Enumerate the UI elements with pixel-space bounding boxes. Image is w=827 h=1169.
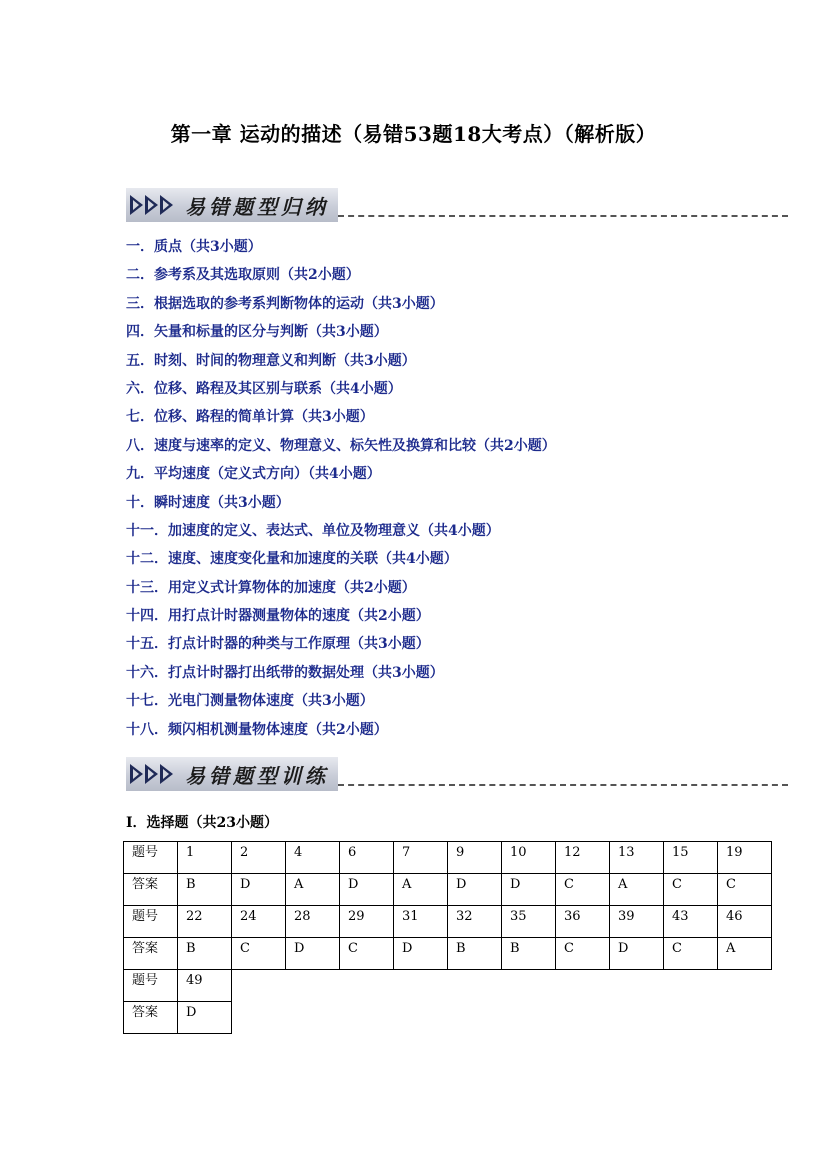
question-number-cell: 6 bbox=[340, 842, 394, 874]
empty-cell bbox=[232, 970, 286, 1002]
empty-cell bbox=[718, 1002, 772, 1034]
question-number-cell: 22 bbox=[178, 906, 232, 938]
table-row bbox=[124, 874, 772, 906]
topic-item: 四．矢量和标量的区分与判断（共3小题） bbox=[126, 324, 388, 341]
empty-cell bbox=[286, 1002, 340, 1034]
empty-cell bbox=[610, 1002, 664, 1034]
question-number-cell: 36 bbox=[556, 906, 610, 938]
question-number-cell: 10 bbox=[502, 842, 556, 874]
topic-item: 二．参考系及其选取原则（共2小题） bbox=[126, 267, 360, 284]
table-row bbox=[124, 938, 772, 970]
row-label: 答案 bbox=[124, 938, 178, 970]
topic-item: 七．位移、路程的简单计算（共3小题） bbox=[126, 409, 374, 426]
empty-cell bbox=[502, 970, 556, 1002]
answer-cell: D bbox=[178, 1002, 232, 1034]
answer-cell: C bbox=[556, 938, 610, 970]
answer-cell: D bbox=[340, 874, 394, 906]
empty-cell bbox=[232, 1002, 286, 1034]
table-row bbox=[124, 906, 772, 938]
section-banner-summary bbox=[126, 188, 788, 222]
topic-item: 十二．速度、速度变化量和加速度的关联（共4小题） bbox=[126, 551, 458, 568]
topic-item: 八．速度与速率的定义、物理意义、标矢性及换算和比较（共2小题） bbox=[126, 437, 556, 454]
table-row bbox=[124, 1002, 772, 1034]
triple-arrow-icon bbox=[130, 764, 175, 784]
answer-cell: D bbox=[502, 874, 556, 906]
answer-cell: B bbox=[178, 938, 232, 970]
topic-item: 十一．加速度的定义、表达式、单位及物理意义（共4小题） bbox=[126, 522, 500, 539]
topic-item: 九．平均速度（定义式方向）（共4小题） bbox=[126, 466, 381, 483]
table-row bbox=[124, 970, 772, 1002]
empty-cell bbox=[394, 1002, 448, 1034]
empty-cell bbox=[664, 1002, 718, 1034]
row-label: 答案 bbox=[124, 874, 178, 906]
question-number-cell: 19 bbox=[718, 842, 772, 874]
topic-item: 十三．用定义式计算物体的加速度（共2小题） bbox=[126, 579, 416, 596]
empty-cell bbox=[556, 1002, 610, 1034]
empty-cell bbox=[610, 970, 664, 1002]
row-label: 答案 bbox=[124, 1002, 178, 1034]
question-number-cell: 43 bbox=[664, 906, 718, 938]
topic-item: 十五．打点计时器的种类与工作原理（共3小题） bbox=[126, 636, 430, 653]
dashed-divider bbox=[338, 784, 788, 786]
empty-cell bbox=[664, 970, 718, 1002]
question-number-cell: 13 bbox=[610, 842, 664, 874]
answer-cell: D bbox=[232, 874, 286, 906]
answer-cell: D bbox=[286, 938, 340, 970]
question-number-cell: 39 bbox=[610, 906, 664, 938]
answer-cell: A bbox=[610, 874, 664, 906]
question-number-cell: 29 bbox=[340, 906, 394, 938]
topic-item: 十．瞬时速度（共3小题） bbox=[126, 494, 290, 511]
question-number-cell: 46 bbox=[718, 906, 772, 938]
question-number-cell: 2 bbox=[232, 842, 286, 874]
answer-cell: C bbox=[664, 874, 718, 906]
topic-item: 十四．用打点计时器测量物体的速度（共2小题） bbox=[126, 608, 430, 625]
question-number-cell: 12 bbox=[556, 842, 610, 874]
topic-item: 六．位移、路程及其区别与联系（共4小题） bbox=[126, 380, 402, 397]
empty-cell bbox=[394, 970, 448, 1002]
answer-cell: C bbox=[232, 938, 286, 970]
question-number-cell: 32 bbox=[448, 906, 502, 938]
answer-table bbox=[123, 841, 772, 1034]
topic-item: 五．时刻、时间的物理意义和判断（共3小题） bbox=[126, 352, 416, 369]
topic-item: 十六．打点计时器打出纸带的数据处理（共3小题） bbox=[126, 664, 444, 681]
topic-list bbox=[126, 236, 556, 747]
question-number-cell: 7 bbox=[394, 842, 448, 874]
answer-cell: C bbox=[556, 874, 610, 906]
section-banner-training bbox=[126, 757, 788, 791]
answer-cell: C bbox=[718, 874, 772, 906]
question-number-cell: 31 bbox=[394, 906, 448, 938]
empty-cell bbox=[340, 1002, 394, 1034]
answer-cell: A bbox=[394, 874, 448, 906]
empty-cell bbox=[718, 970, 772, 1002]
empty-cell bbox=[286, 970, 340, 1002]
question-number-cell: 28 bbox=[286, 906, 340, 938]
banner-title: 易错题型训练 bbox=[185, 763, 329, 788]
answer-cell: C bbox=[664, 938, 718, 970]
question-number-cell: 1 bbox=[178, 842, 232, 874]
question-number-cell: 9 bbox=[448, 842, 502, 874]
row-label: 题号 bbox=[124, 970, 178, 1002]
answer-cell: D bbox=[394, 938, 448, 970]
empty-cell bbox=[448, 970, 502, 1002]
banner-title: 易错题型归纳 bbox=[185, 194, 329, 219]
page-title: 第一章 运动的描述（易错53题18大考点）（解析版） bbox=[170, 122, 657, 146]
answer-cell: A bbox=[718, 938, 772, 970]
question-number-cell: 49 bbox=[178, 970, 232, 1002]
answer-cell: B bbox=[178, 874, 232, 906]
triple-arrow-icon bbox=[130, 195, 175, 215]
question-number-cell: 4 bbox=[286, 842, 340, 874]
topic-item: 十七．光电门测量物体速度（共3小题） bbox=[126, 693, 374, 710]
answer-cell: B bbox=[502, 938, 556, 970]
empty-cell bbox=[340, 970, 394, 1002]
topic-item: 十八．频闪相机测量物体速度（共2小题） bbox=[126, 721, 388, 738]
question-number-cell: 15 bbox=[664, 842, 718, 874]
empty-cell bbox=[556, 970, 610, 1002]
answer-cell: D bbox=[610, 938, 664, 970]
table-row bbox=[124, 842, 772, 874]
section-heading: Ⅰ．选择题（共23小题） bbox=[126, 815, 279, 831]
answer-cell: B bbox=[448, 938, 502, 970]
empty-cell bbox=[448, 1002, 502, 1034]
empty-cell bbox=[502, 1002, 556, 1034]
dashed-divider bbox=[338, 215, 788, 217]
topic-item: 一．质点（共3小题） bbox=[126, 239, 262, 255]
answer-cell: D bbox=[448, 874, 502, 906]
question-number-cell: 35 bbox=[502, 906, 556, 938]
answer-cell: A bbox=[286, 874, 340, 906]
answer-cell: C bbox=[340, 938, 394, 970]
row-label: 题号 bbox=[124, 906, 178, 938]
topic-item: 三．根据选取的参考系判断物体的运动（共3小题） bbox=[126, 295, 444, 312]
question-number-cell: 24 bbox=[232, 906, 286, 938]
row-label: 题号 bbox=[124, 842, 178, 874]
